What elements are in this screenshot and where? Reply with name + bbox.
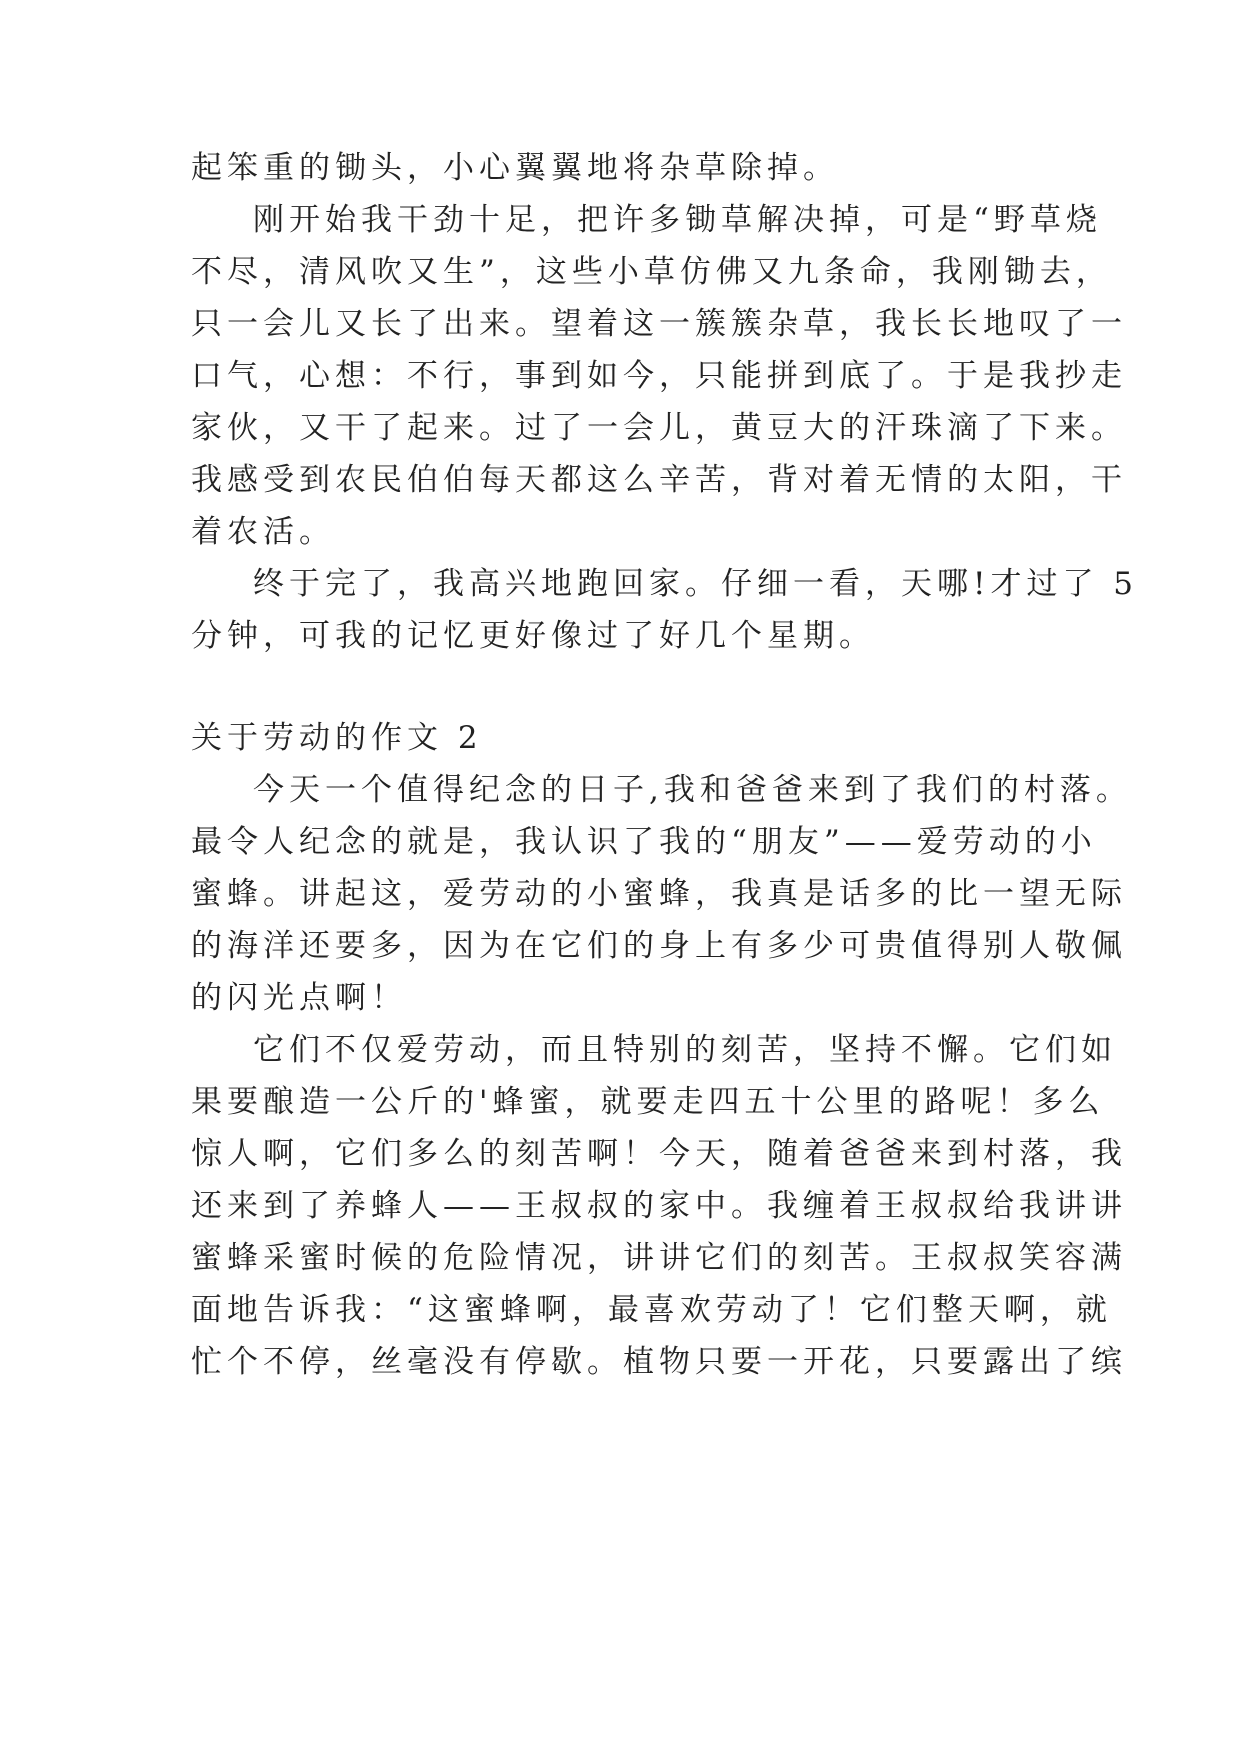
paragraph-line: 只一会儿又长了出来。望着这一簇簇杂草，我长长地叹了一 xyxy=(191,306,1127,342)
paragraph-line: 终于完了，我高兴地跑回家。仔细一看，天哪!才过了 5 xyxy=(253,566,1139,602)
section-heading: 关于劳动的作文 2 xyxy=(191,720,483,756)
paragraph-line: 面地告诉我：“这蜜蜂啊，最喜欢劳动了！它们整天啊，就 xyxy=(191,1292,1112,1328)
paragraph-line: 还来到了养蜂人——王叔叔的家中。我缠着王叔叔给我讲讲 xyxy=(191,1188,1127,1224)
paragraph-line: 着农活。 xyxy=(191,514,335,550)
paragraph-line: 今天一个值得纪念的日子,我和爸爸来到了我们的村落。 xyxy=(253,772,1132,808)
paragraph-line: 它们不仅爱劳动，而且特别的刻苦，坚持不懈。它们如 xyxy=(253,1032,1117,1068)
paragraph-line: 我感受到农民伯伯每天都这么辛苦，背对着无情的太阳，干 xyxy=(191,462,1127,498)
paragraph-line: 刚开始我干劲十足，把许多锄草解决掉，可是“野草烧 xyxy=(253,202,1102,238)
paragraph-line: 蜜蜂采蜜时候的危险情况，讲讲它们的刻苦。王叔叔笑容满 xyxy=(191,1240,1127,1276)
paragraph-line: 家伙，又干了起来。过了一会儿，黄豆大的汗珠滴了下来。 xyxy=(191,410,1127,446)
paragraph-line: 不尽，清风吹又生”，这些小草仿佛又九条命，我刚锄去， xyxy=(191,254,1112,290)
paragraph-line: 的海洋还要多，因为在它们的身上有多少可贵值得别人敬佩 xyxy=(191,928,1127,964)
paragraph-line: 最令人纪念的就是，我认识了我的“朋友”——爱劳动的小 xyxy=(191,824,1097,860)
paragraph-line: 果要酿造一公斤的'蜂蜜，就要走四五十公里的路呢！多么 xyxy=(191,1084,1105,1120)
paragraph-line: 忙个不停，丝毫没有停歇。植物只要一开花，只要露出了缤 xyxy=(191,1344,1127,1380)
paragraph-line: 口气，心想：不行，事到如今，只能拼到底了。于是我抄走 xyxy=(191,358,1127,394)
paragraph-line: 蜜蜂。讲起这，爱劳动的小蜜蜂，我真是话多的比一望无际 xyxy=(191,876,1127,912)
paragraph-line: 惊人啊，它们多么的刻苦啊！今天，随着爸爸来到村落，我 xyxy=(191,1136,1127,1172)
paragraph-line: 起笨重的锄头，小心翼翼地将杂草除掉。 xyxy=(191,150,839,186)
paragraph-line: 分钟，可我的记忆更好像过了好几个星期。 xyxy=(191,618,875,654)
paragraph-line: 的闪光点啊！ xyxy=(191,980,407,1016)
